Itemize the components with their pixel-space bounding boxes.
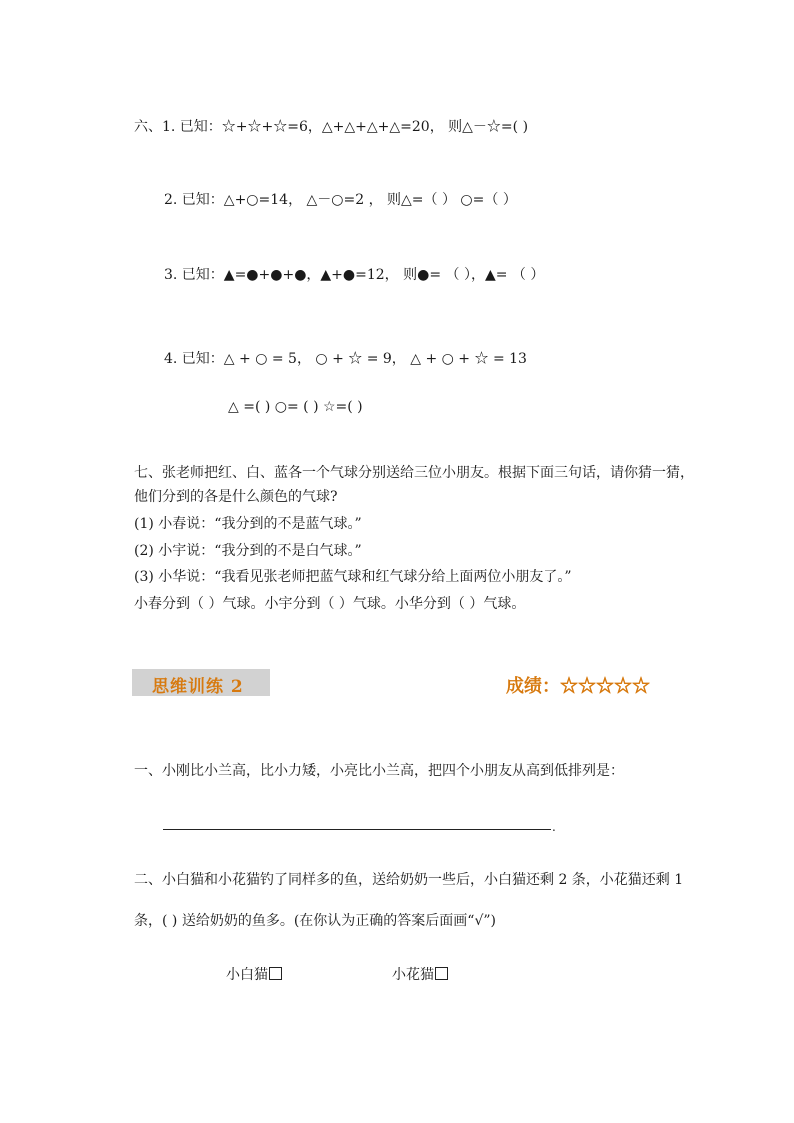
question-6-2: 2. 已知：△+○=14， △－○=2 ， 则△=（ ） ○=（ ） bbox=[164, 192, 517, 208]
question-6-4-answers: △ =( ) ○= ( ) ☆=( ) bbox=[228, 399, 363, 415]
option-white-cat-label: 小白猫 bbox=[226, 967, 268, 983]
statement-1: (1) 小春说：“我分到的不是蓝气球。” bbox=[134, 516, 362, 532]
section-banner bbox=[132, 669, 270, 696]
statement-2: (2) 小宇说：“我分到的不是白气球。” bbox=[134, 543, 362, 559]
option-flower-cat-label: 小花猫 bbox=[392, 967, 434, 983]
part-2-question-cont: 条，( ) 送给奶奶的鱼多。(在你认为正确的答案后面画“√”) bbox=[134, 913, 496, 929]
question-7-intro: 七、张老师把红、白、蓝各一个气球分别送给三位小朋友。根据下面三句话，请你猜一猜， bbox=[134, 465, 694, 481]
part-2-question: 二、小白猫和小花猫钓了同样多的鱼，送给奶奶一些后，小白猫还剩 2 条，小花猫还剩 1 bbox=[134, 872, 684, 888]
banner-title: 思维训练 2 bbox=[152, 677, 244, 697]
answer-line[interactable] bbox=[163, 829, 551, 830]
option-white-cat[interactable] bbox=[226, 966, 282, 984]
checkbox-flower-cat[interactable] bbox=[435, 967, 448, 980]
option-flower-cat[interactable] bbox=[392, 966, 448, 984]
question-7-intro-cont: 他们分到的各是什么颜色的气球? bbox=[134, 489, 338, 505]
statement-3: (3) 小华说：“我看见张老师把蓝气球和红气球分给上面两位小朋友了。” bbox=[134, 569, 572, 585]
score-label: 成绩：☆☆☆☆☆ bbox=[506, 676, 650, 697]
question-6-1: 六、1. 已知：☆+☆+☆=6，△+△+△+△=20， 则△－☆=( ) bbox=[134, 119, 529, 135]
part-1-question: 一、小刚比小兰高，比小力矮，小亮比小兰高，把四个小朋友从高到低排列是： bbox=[134, 763, 624, 779]
question-6-3: 3. 已知：▲=●+●+●，▲+●=12， 则●= （ ），▲= （ ） bbox=[164, 267, 545, 283]
checkbox-white-cat[interactable] bbox=[269, 967, 282, 980]
question-7-answer: 小春分到（ ）气球。小宇分到（ ）气球。小华分到（ ）气球。 bbox=[134, 596, 526, 612]
question-6-4: 4. 已知：△ + ○ = 5， ○ + ☆ = 9， △ + ○ + ☆ = 13 bbox=[164, 351, 527, 367]
answer-line-period: . bbox=[552, 820, 556, 834]
